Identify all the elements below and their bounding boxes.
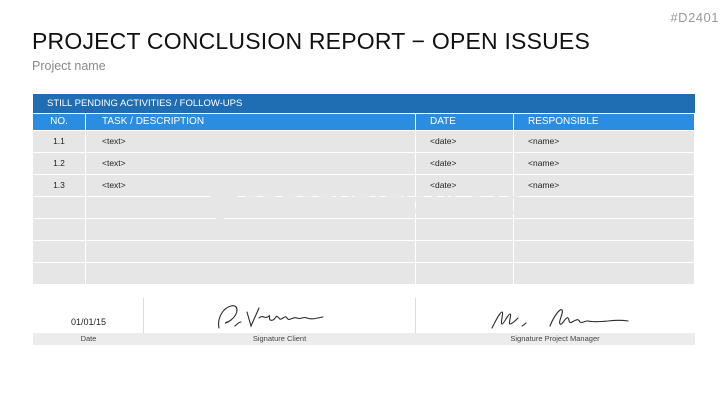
- cell-date: <date>: [416, 175, 513, 196]
- footer-date-value: 01/01/15: [70, 317, 107, 327]
- column-header-no: NO.: [33, 114, 85, 130]
- cell-task: [86, 197, 415, 218]
- column-header-date: DATE: [416, 114, 513, 130]
- cell-no: 1.3: [33, 175, 85, 196]
- cell-date: <date>: [416, 153, 513, 174]
- column-header-responsible: RESPONSIBLE: [514, 114, 694, 130]
- cell-no: 1.1: [33, 131, 85, 152]
- client-signature: [213, 300, 333, 332]
- cell-responsible: [514, 263, 694, 284]
- signature-footer: [33, 298, 695, 346]
- cell-responsible: [514, 197, 694, 218]
- cell-responsible: [514, 219, 694, 240]
- table-row: [33, 219, 695, 240]
- cell-responsible: <name>: [514, 131, 694, 152]
- footer-label-client: Signature Client: [252, 334, 307, 343]
- cell-date: [416, 219, 513, 240]
- cell-task: <text>: [86, 153, 415, 174]
- cell-date: [416, 241, 513, 262]
- cell-no: 1.2: [33, 153, 85, 174]
- cell-task: [86, 263, 415, 284]
- cell-responsible: <name>: [514, 153, 694, 174]
- slide-id: #D2401: [670, 10, 719, 25]
- table-row: [33, 131, 695, 152]
- column-header-task: TASK / DESCRIPTION: [86, 114, 415, 130]
- table-section-title: STILL PENDING ACTIVITIES / FOLLOW-UPS: [33, 94, 695, 113]
- project-manager-signature: [488, 302, 633, 332]
- table-row: [33, 241, 695, 262]
- cell-no: [33, 197, 85, 218]
- cell-no: [33, 219, 85, 240]
- table-row: [33, 263, 695, 284]
- footer-labels-bar: [33, 333, 695, 345]
- cell-task: [86, 241, 415, 262]
- footer-label-manager: Signature Project Manager: [510, 334, 600, 343]
- cell-task: <text>: [86, 175, 415, 196]
- table-row: [33, 197, 695, 218]
- pending-activities-table: [33, 94, 695, 284]
- cell-date: [416, 263, 513, 284]
- footer-label-date: Date: [80, 334, 97, 343]
- cell-task: <text>: [86, 131, 415, 152]
- table-row: [33, 175, 695, 196]
- project-name: Project name: [32, 59, 106, 73]
- cell-responsible: [514, 241, 694, 262]
- cell-no: [33, 263, 85, 284]
- column-header-row: [33, 114, 695, 130]
- cell-no: [33, 241, 85, 262]
- page-title: PROJECT CONCLUSION REPORT − OPEN ISSUES: [32, 28, 591, 54]
- cell-responsible: <name>: [514, 175, 694, 196]
- cell-date: [416, 197, 513, 218]
- table-row: [33, 153, 695, 174]
- cell-task: [86, 219, 415, 240]
- cell-date: <date>: [416, 131, 513, 152]
